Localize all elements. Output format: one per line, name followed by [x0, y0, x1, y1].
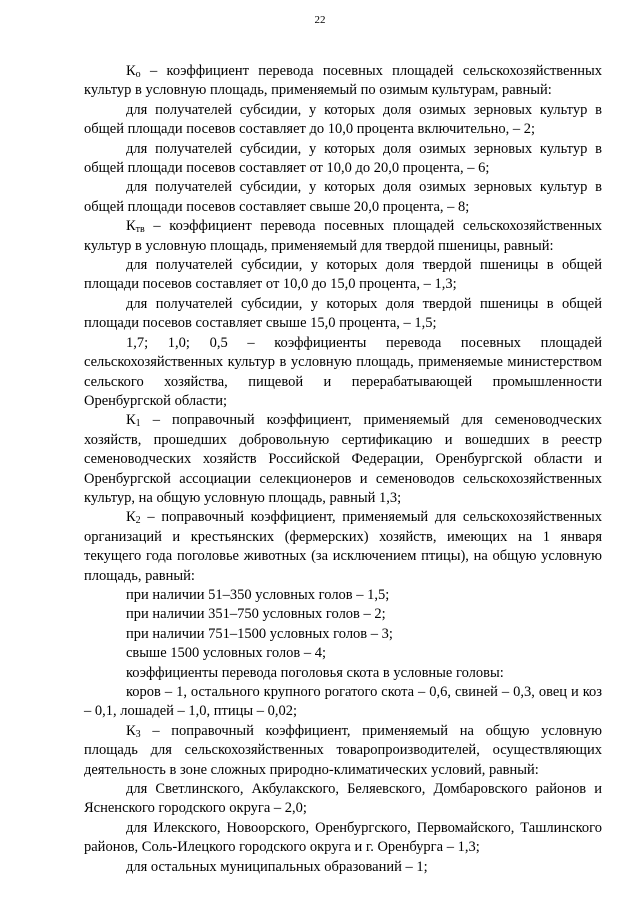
paragraph-conversion-values: коров – 1, остального крупного рогатого скота – 0,6, свиней – 0,3, овец и коз – 0,1, лошадей – 1,0, птицы – 0,02;: [84, 684, 602, 720]
k3-symbol: К: [126, 722, 136, 739]
k1-symbol: К: [126, 412, 136, 429]
k1-text: – поправочный коэффициент, применяемый для семеноводческих хозяйств, прошедших добровольную сертификацию и вошедших в реестр семеноводческих хозяйств Российской Федерации, Оренбургской области и Оренбургской ассоциации селекционеров и семеноводов сельскохозяйственных культур, на общую условную площадь, равный 1,3;: [84, 412, 602, 506]
paragraph-winter-over-20: для получателей субсидии, у которых доля озимых зерновых культур в общей площади посевов составляет свыше 20,0 процента, – 8;: [84, 179, 602, 215]
ktv-symbol: К: [126, 218, 136, 235]
document-body: [84, 62, 602, 877]
paragraph-k0-definition: [84, 62, 602, 101]
paragraph-durum-10-to-15: для получателей субсидии, у которых доля твердой пшеницы в общей площади посевов составляет от 10,0 до 15,0 процента, – 1,3;: [84, 257, 602, 293]
paragraph-ministry-coefficients: 1,7; 1,0; 0,5 – коэффициенты перевода посевных площадей сельскохозяйственных культур в условную площадь, применяемые министерством сельского хозяйства, пищевой и перерабатывающей промышленности Оренбургской области;: [84, 334, 602, 409]
paragraph-ktv-definition: [84, 217, 602, 256]
paragraph-livestock-751-1500: при наличии 751–1500 условных голов – 3;: [126, 625, 393, 642]
paragraph-conversion-heading: коэффициенты перевода поголовья скота в условные головы:: [126, 664, 504, 681]
ktv-text: – коэффициент перевода посевных площадей сельскохозяйственных культур в условную площадь, применяемый для твердой пшеницы, равный:: [84, 218, 602, 254]
paragraph-k3-definition: [84, 722, 602, 780]
paragraph-livestock-over-1500: свыше 1500 условных голов – 4;: [126, 645, 327, 662]
k1-subscript: 1: [135, 418, 141, 430]
paragraph-winter-up-to-10: для получателей субсидии, у которых доля озимых зерновых культур в общей площади посевов составляет до 10,0 процента включительно, – 2;: [84, 101, 602, 138]
k3-text: – поправочный коэффициент, применяемый на общую условную площадь для сельскохозяйственных товаропроизводителей, осуществляющих деятельность в зоне сложных природно-климатических условий, равный:: [84, 722, 602, 778]
paragraph-other-municipalities: для остальных муниципальных образований – 1;: [126, 858, 428, 875]
paragraph-districts-1-3: для Илекского, Новоорского, Оренбургского, Первомайского, Ташлинского районов, Соль-Илецкого городского округа и г. Оренбурга – 1,3;: [84, 819, 602, 856]
k2-text: – поправочный коэффициент, применяемый для сельскохозяйственных организаций и крестьянских (фермерских) хозяйств, имеющих на 1 января текущего года поголовье животных (за исключением птицы), на общую условную площадь, равный:: [84, 509, 602, 584]
paragraph-winter-10-to-20: для получателей субсидии, у которых доля озимых зерновых культур в общей площади посевов составляет от 10,0 до 20,0 процента, – 6;: [84, 140, 602, 177]
k0-text: – коэффициент перевода посевных площадей сельскохозяйственных культур в условную площадь, применяемый по озимым культурам, равный:: [84, 63, 602, 99]
ktv-subscript: тв: [135, 224, 145, 236]
k3-subscript: 3: [135, 728, 141, 740]
paragraph-k2-definition: [84, 508, 602, 586]
paragraph-livestock-51-350: при наличии 51–350 условных голов – 1,5;: [126, 586, 390, 603]
k0-symbol: К: [126, 63, 136, 79]
k2-symbol: К: [126, 509, 136, 526]
paragraph-districts-2-0: для Светлинского, Акбулакского, Беляевского, Домбаровского районов и Ясненского городского округа – 2,0;: [84, 781, 602, 817]
k0-subscript: о: [135, 69, 141, 80]
page-number: 22: [314, 14, 326, 26]
paragraph-durum-over-15: для получателей субсидии, у которых доля твердой пшеницы в общей площади посевов составляет свыше 15,0 процента, – 1,5;: [84, 295, 602, 332]
paragraph-livestock-351-750: при наличии 351–750 условных голов – 2;: [126, 606, 386, 623]
paragraph-k1-definition: [84, 411, 602, 508]
k2-subscript: 2: [135, 515, 141, 527]
